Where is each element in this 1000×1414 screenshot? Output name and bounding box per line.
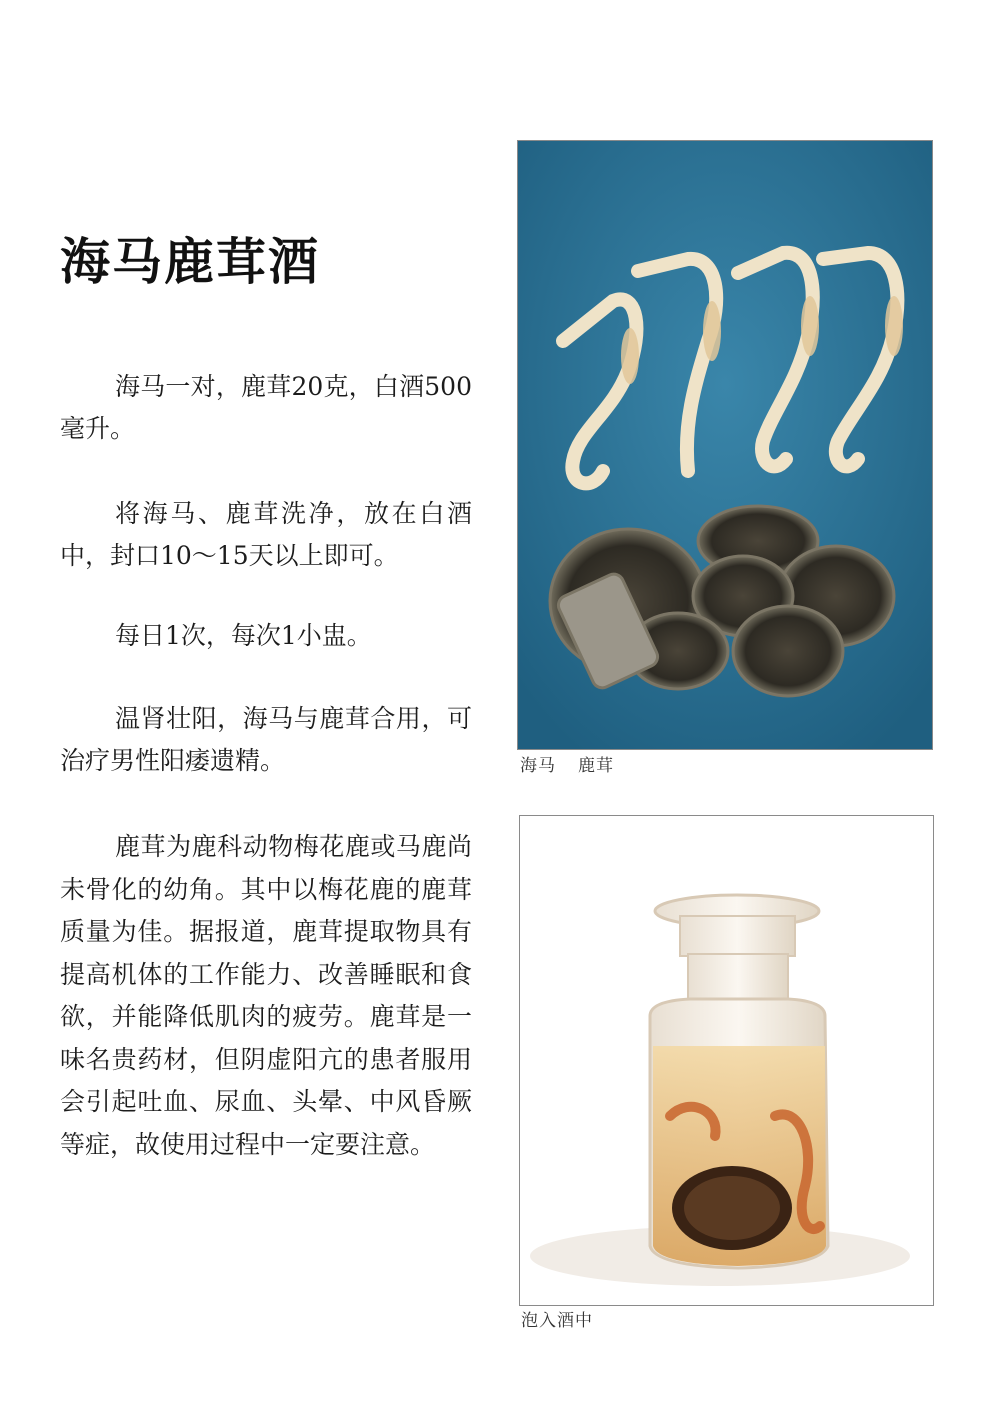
- usage-paragraph: 每日1次，每次1小盅。: [115, 621, 372, 650]
- effect-paragraph: 温肾壮阳，海马与鹿茸合用，可治疗男性阳痿遗精。: [60, 704, 472, 775]
- recipe-title: 海马鹿茸酒: [60, 232, 320, 291]
- caption-seahorse: 海马: [520, 756, 556, 776]
- ingredients-paragraph: 海马一对，鹿茸20克，白酒500毫升。: [60, 372, 472, 443]
- wine-jar-illustration: [520, 816, 933, 1305]
- wine-jar-caption: 泡入酒中: [521, 1311, 593, 1331]
- seahorse-antler-photo: [517, 140, 933, 750]
- preparation-paragraph: 将海马、鹿茸洗净，放在白酒中，封口10～15天以上即可。: [60, 499, 472, 570]
- seahorse-antler-illustration: [518, 141, 932, 749]
- wine-jar-photo: [519, 815, 934, 1306]
- caption-antler: 鹿茸: [578, 756, 614, 776]
- seahorse-antler-caption: [520, 751, 614, 776]
- note-paragraph: 鹿茸为鹿科动物梅花鹿或马鹿尚未骨化的幼角。其中以梅花鹿的鹿茸质量为佳。据报道，鹿茸提取物具有提高机体的工作能力、改善睡眠和食欲，并能降低肌肉的疲劳。鹿茸是一味名贵药材，但阴虚阳亢的患者服用会引起吐血、尿血、头晕、中风昏厥等症，故使用过程中一定要注意。: [60, 832, 472, 1159]
